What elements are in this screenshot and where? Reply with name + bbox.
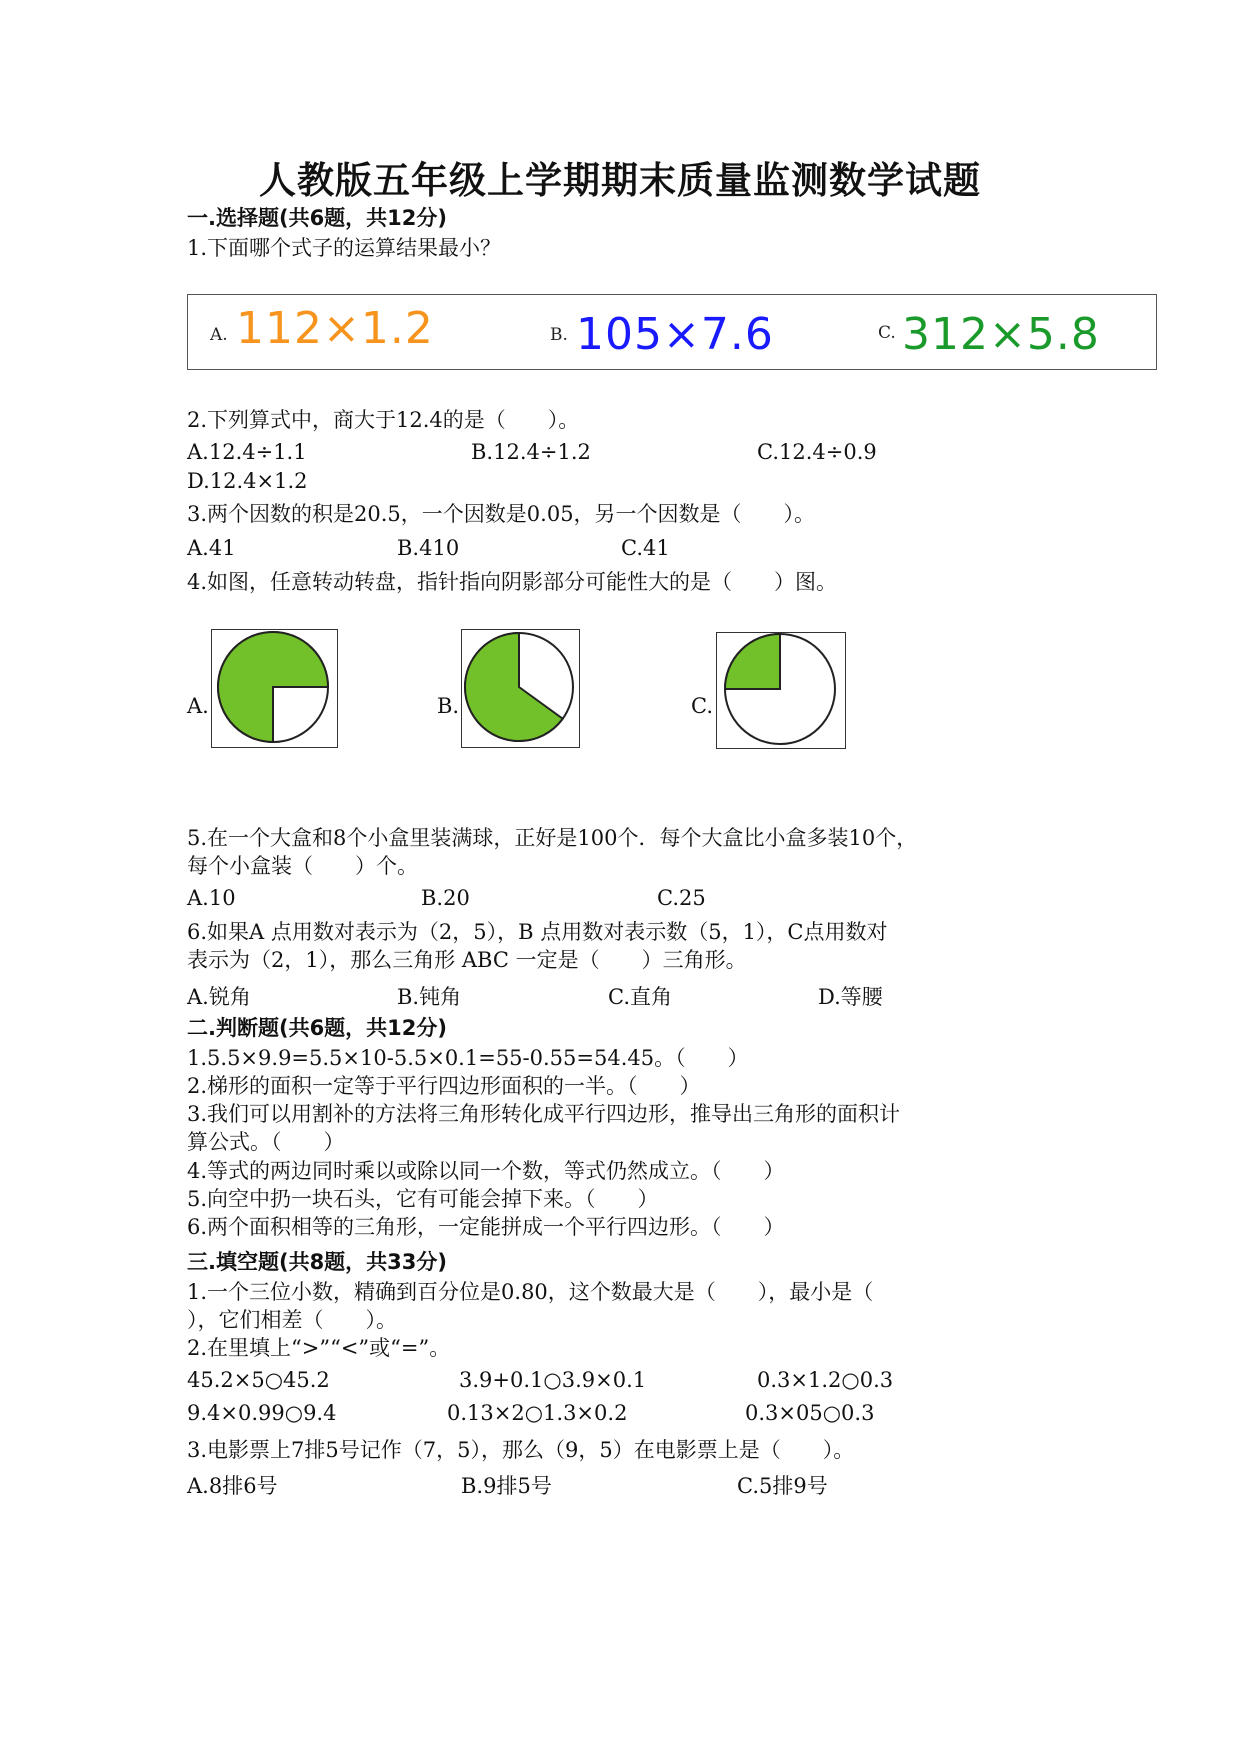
q3-option-a: A.41 [187, 536, 236, 560]
q4-option-a-label: A. [187, 694, 209, 718]
fill-question-1-line-1: 1.一个三位小数，精确到百分位是0.80，这个数最大是（ ），最小是（ [187, 1280, 874, 1304]
compare-item-6: 0.3×05○0.3 [745, 1401, 875, 1425]
q5-option-b: B.20 [421, 886, 470, 910]
question-1-6-line-1: 6.如果A 点用数对表示为（2，5），B 点用数对表示数（5，1），C点用数对 [187, 920, 888, 944]
spinner-a-graphic [212, 630, 336, 746]
spinner-c-pie [725, 634, 835, 744]
fill-question-3: 3.电影票上7排5号记作（7，5），那么（9，5）在电影票上是（ ）。 [187, 1438, 855, 1462]
compare-item-5: 0.13×2○1.3×0.2 [447, 1401, 628, 1425]
spinner-c-graphic [717, 633, 844, 747]
q5-option-c: C.25 [657, 886, 706, 910]
question-1-4: 4.如图，任意转动转盘，指针指向阴影部分可能性大的是（ ）图。 [187, 570, 838, 594]
q2-option-b: B.12.4÷1.2 [471, 440, 591, 464]
question-1-6-line-2: 表示为（2，1），那么三角形 ABC 一定是（ ）三角形。 [187, 948, 747, 972]
q1-option-b-expression: 105×7.6 [576, 309, 774, 360]
compare-item-3: 0.3×1.2○0.3 [757, 1368, 894, 1392]
q4-spinner-a [211, 629, 338, 748]
q3-fill-option-b: B.9排5号 [461, 1474, 552, 1498]
q1-option-a-label: A. [210, 325, 228, 345]
q6-option-b: B.钝角 [397, 985, 462, 1009]
page-title: 人教版五年级上学期期末质量监测数学试题 [259, 158, 981, 202]
q4-option-c-label: C. [691, 694, 713, 718]
q3-option-c: C.41 [621, 536, 670, 560]
q3-option-b: B.410 [397, 536, 460, 560]
judgement-item-3-line-1: 3.我们可以用割补的方法将三角形转化成平行四边形，推导出三角形的面积计 [187, 1102, 901, 1126]
q4-option-b-label: B. [437, 694, 460, 718]
q4-spinner-c [716, 632, 846, 749]
fill-question-2: 2.在里填上“>”“<”或“=”。 [187, 1336, 451, 1360]
question-1-1: 1.下面哪个式子的运算结果最小？ [187, 236, 502, 260]
q1-option-c-expression: 312×5.8 [902, 309, 1100, 360]
q1-expression-box [187, 294, 1157, 370]
q2-option-c: C.12.4÷0.9 [757, 440, 877, 464]
section-3-heading: 三.填空题(共8题，共33分) [187, 1250, 448, 1274]
q6-option-a: A.锐角 [187, 985, 251, 1009]
q3-fill-option-c: C.5排9号 [737, 1474, 828, 1498]
spinner-a-pie [218, 632, 328, 742]
q5-option-a: A.10 [187, 886, 236, 910]
fill-question-1-line-2: ），它们相差（ ）。 [187, 1308, 397, 1332]
spinner-b-graphic [462, 630, 578, 746]
judgement-item-3-line-2: 算公式。（ ） [187, 1130, 345, 1154]
section-1-heading: 一.选择题(共6题，共12分) [187, 206, 448, 230]
q1-option-b-label: B. [550, 325, 568, 345]
judgement-item-2: 2.梯形的面积一定等于平行四边形面积的一半。（ ） [187, 1074, 701, 1098]
question-1-5-line-1: 5.在一个大盒和8个小盒里装满球，正好是100个．每个大盒比小盒多装10个， [187, 826, 918, 850]
q2-option-d: D.12.4×1.2 [187, 469, 308, 493]
judgement-item-4: 4.等式的两边同时乘以或除以同一个数，等式仍然成立。（ ） [187, 1159, 785, 1183]
judgement-item-5: 5.向空中扔一块石头，它有可能会掉下来。（ ） [187, 1187, 659, 1211]
spinner-shaded-sector [725, 634, 780, 689]
q6-option-d: D.等腰 [818, 985, 883, 1009]
q3-fill-option-a: A.8排6号 [187, 1474, 278, 1498]
question-1-2: 2.下列算式中，商大于12.4的是（ ）。 [187, 408, 580, 432]
question-1-3: 3.两个因数的积是20.5，一个因数是0.05，另一个因数是（ ）。 [187, 502, 816, 526]
question-1-5-line-2: 每个小盒装（ ）个。 [187, 854, 418, 878]
q1-option-a-expression: 112×1.2 [236, 303, 434, 354]
compare-item-4: 9.4×0.99○9.4 [187, 1401, 337, 1425]
compare-item-2: 3.9+0.1○3.9×0.1 [459, 1368, 647, 1392]
section-2-heading: 二.判断题(共6题，共12分) [187, 1016, 448, 1040]
judgement-item-1: 1.5.5×9.9=5.5×10-5.5×0.1=55-0.55=54.45。（ ） [187, 1046, 749, 1070]
q4-spinner-b [461, 629, 580, 748]
q6-option-c: C.直角 [608, 985, 672, 1009]
q2-option-a: A.12.4÷1.1 [187, 440, 307, 464]
spinner-b-pie [465, 633, 573, 741]
judgement-item-6: 6.两个面积相等的三角形，一定能拼成一个平行四边形。（ ） [187, 1215, 785, 1239]
q1-option-c-label: C. [878, 323, 896, 343]
compare-item-1: 45.2×5○45.2 [187, 1368, 330, 1392]
